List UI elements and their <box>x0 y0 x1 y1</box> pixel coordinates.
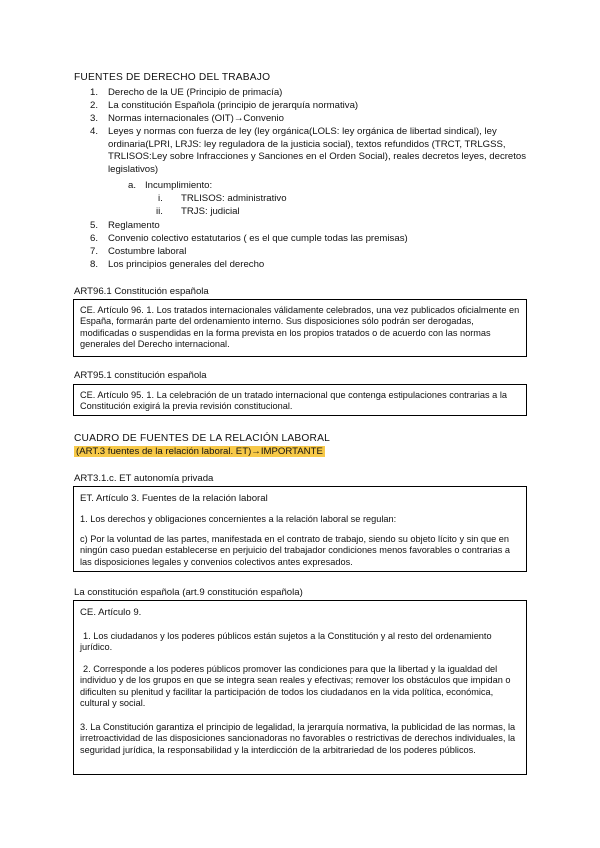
art9-paragraph-2: 2. Corresponde a los poderes públicos promover las condiciones para que la libertad y la igualdad del individuo y de los grupos en que se integra sean reales y efectivas; remover los obstáculos que impidan o dificulten su plenitud y facilitar la participación de todos los ciudadanos en la vida política, económica, cultural y social. <box>80 664 511 709</box>
art3-paragraph-2: c) Por la voluntad de las partes, manifestada en el contrato de trabajo, siendo su objeto lícito y sin que en ningún caso puedan establecerse en perjuicio del trabajador condiciones menos favorables o contrarias a las disposiciones legales y convenios colectivos antes expresados. <box>80 534 511 567</box>
list-number: 4. <box>90 126 99 137</box>
art96-text: CE. Artículo 96. 1. Los tratados internacionales válidamente celebrados, una vez publicados oficialmente en España, formarán parte del ordenamiento interno. Sus disposiciones sólo podrán ser derogadas, modificadas o suspendidas en la forma prevista en los propios tratados o de acuerdo con las normas generales del Derecho internacional. <box>80 305 520 350</box>
art9-heading: La constitución española (art.9 constitución española) <box>74 587 303 598</box>
list-number: 8. <box>90 259 99 270</box>
art95-box <box>73 384 527 416</box>
subsublist-label: ii. <box>156 206 163 217</box>
art3-box-title: ET. Artículo 3. Fuentes de la relación laboral <box>80 493 268 504</box>
list-number: 3. <box>90 113 99 124</box>
art9-box-title: CE. Artículo 9. <box>80 607 142 618</box>
art95-text: CE. Artículo 95. 1. La celebración de un tratado internacional que contenga estipulaciones contrarias a la Constitución exigirá la previa revisión constitucional. <box>80 390 507 412</box>
art95-heading: ART95.1 constitución española <box>74 370 207 381</box>
list-item: Leyes y normas con fuerza de ley (ley orgánica(LOLS: ley orgánica de libertad sindical), ley ordinaria(LPRI, LRJS: ley reguladora de la justicia social), textos refundidos (TRCT, TRLGSS, TRLISOS:Ley sobre Infracciones y Sanciones en el Orden Social), reales decretos leyes, decretos legislativos) <box>108 126 527 175</box>
subsublist-item: TRLISOS: administrativo <box>181 193 287 204</box>
art3-heading: ART3.1.c. ET autonomía privada <box>74 473 214 484</box>
list-item: Derecho de la UE (Principio de primacía) <box>108 87 283 98</box>
cuadro-title: CUADRO DE FUENTES DE LA RELACIÓN LABORAL <box>74 433 330 444</box>
art3-paragraph-1: 1. Los derechos y obligaciones concernientes a la relación laboral se regulan: <box>80 514 397 524</box>
list-item: Reglamento <box>108 220 160 231</box>
list-number: 6. <box>90 233 99 244</box>
art3-box <box>73 486 527 572</box>
subsublist-label: i. <box>158 193 163 204</box>
section-title: FUENTES DE DERECHO DEL TRABAJO <box>74 72 271 83</box>
subsublist-item: TRJS: judicial <box>181 206 240 217</box>
art9-paragraph-3: 3. La Constitución garantiza el principio de legalidad, la jerarquía normativa, la publicidad de las normas, la irretroactividad de las disposiciones sancionadoras no favorables o restrictivas de derechos individuales, la seguridad jurídica, la responsabilidad y la interdicción de la arbitrariedad de los poderes públicos. <box>80 722 516 755</box>
list-number: 7. <box>90 246 99 257</box>
cuadro-highlight-line <box>74 446 325 458</box>
list-number: 2. <box>90 100 99 111</box>
list-item: La constitución Española (principio de jerarquía normativa) <box>108 100 359 111</box>
art9-paragraph-1: 1. Los ciudadanos y los poderes públicos están sujetos a la Constitución y al resto del ordenamiento jurídico. <box>80 631 492 653</box>
art96-box <box>73 299 527 357</box>
list-item: Los principios generales del derecho <box>108 259 265 270</box>
sublist-item: Incumplimiento: <box>145 180 213 191</box>
list-item: Convenio colectivo estatutarios ( es el que cumple todas las premisas) <box>108 233 408 244</box>
important-highlight: (ART.3 fuentes de la relación laboral. ET)→IMPORTANTE <box>76 446 323 457</box>
art9-box <box>73 600 527 775</box>
list-number: 5. <box>90 220 99 231</box>
sublist-label: a. <box>128 180 137 191</box>
list-item: Costumbre laboral <box>108 246 187 257</box>
list-number: 1. <box>90 87 99 98</box>
list-item: Normas internacionales (OIT)→Convenio <box>108 113 284 124</box>
art96-heading: ART96.1 Constitución española <box>74 286 209 297</box>
